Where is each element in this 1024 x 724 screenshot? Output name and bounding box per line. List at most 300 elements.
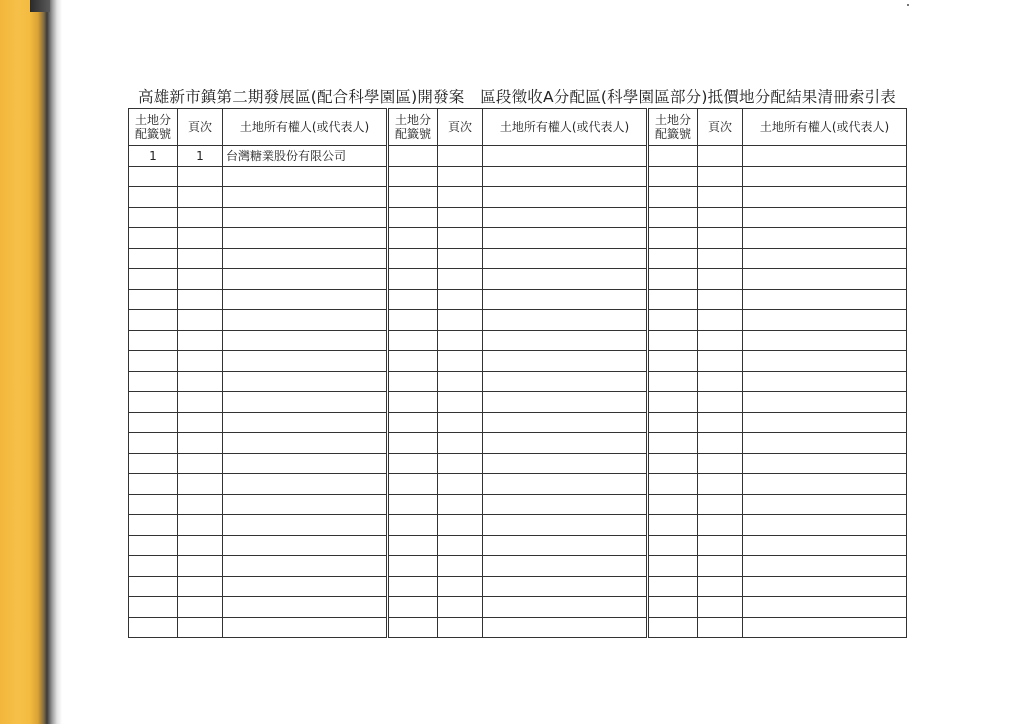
cell-page — [438, 187, 483, 208]
cell-owner — [223, 617, 387, 638]
cell-allot-no — [649, 330, 698, 351]
table-row — [649, 269, 907, 290]
cell-owner — [743, 371, 907, 392]
cell-page — [438, 494, 483, 515]
table-row — [129, 576, 387, 597]
cell-allot-no — [649, 474, 698, 495]
table-row — [389, 535, 647, 556]
cell-allot-no — [129, 166, 178, 187]
cell-owner — [223, 515, 387, 536]
index-table-block — [648, 108, 907, 638]
cell-page — [698, 412, 743, 433]
table-row — [389, 576, 647, 597]
cell-page — [698, 310, 743, 331]
cell-allot-no — [389, 617, 438, 638]
cell-owner — [483, 474, 647, 495]
table-header-row — [649, 109, 907, 146]
table-row — [389, 515, 647, 536]
table-row — [129, 392, 387, 413]
cell-owner — [743, 433, 907, 454]
cell-page — [438, 556, 483, 577]
cell-owner — [483, 412, 647, 433]
cell-owner — [223, 269, 387, 290]
table-row — [649, 351, 907, 372]
cell-page — [178, 392, 223, 413]
cell-page — [698, 248, 743, 269]
cell-allot-no — [389, 351, 438, 372]
cell-page — [438, 248, 483, 269]
cell-page — [438, 453, 483, 474]
cell-allot-no — [649, 494, 698, 515]
cell-page — [178, 207, 223, 228]
cell-allot-no — [129, 269, 178, 290]
cell-page — [178, 576, 223, 597]
cell-allot-no — [129, 310, 178, 331]
cell-allot-no — [649, 453, 698, 474]
header-page: 頁次 — [178, 109, 223, 146]
table-row — [129, 228, 387, 249]
cell-page — [178, 310, 223, 331]
cell-page — [178, 330, 223, 351]
cell-owner — [483, 556, 647, 577]
cell-allot-no — [649, 310, 698, 331]
table-row — [649, 597, 907, 618]
cell-page — [698, 371, 743, 392]
cell-owner — [223, 310, 387, 331]
cell-allot-no — [649, 207, 698, 228]
table-row — [389, 289, 647, 310]
cell-allot-no — [129, 597, 178, 618]
table-row — [649, 310, 907, 331]
binder-edge — [0, 0, 62, 724]
cell-owner — [743, 597, 907, 618]
table-row — [129, 269, 387, 290]
cell-page — [698, 289, 743, 310]
table-row — [649, 371, 907, 392]
table-header-row — [129, 109, 387, 146]
cell-allot-no — [389, 433, 438, 454]
cell-owner — [483, 535, 647, 556]
cell-allot-no — [649, 515, 698, 536]
table-row — [129, 412, 387, 433]
cell-allot-no — [129, 474, 178, 495]
cell-owner — [743, 617, 907, 638]
cell-owner — [483, 617, 647, 638]
header-owner: 土地所有權人(或代表人) — [223, 109, 387, 146]
cell-allot-no — [649, 187, 698, 208]
cell-page — [698, 453, 743, 474]
cell-page — [438, 310, 483, 331]
cell-allot-no — [389, 146, 438, 167]
cell-owner — [743, 474, 907, 495]
cell-owner — [483, 310, 647, 331]
header-owner: 土地所有權人(或代表人) — [483, 109, 647, 146]
cell-owner — [223, 535, 387, 556]
table-row — [129, 617, 387, 638]
cell-allot-no — [649, 289, 698, 310]
cell-allot-no — [649, 556, 698, 577]
cell-allot-no — [649, 433, 698, 454]
table-row — [649, 166, 907, 187]
cell-page — [438, 535, 483, 556]
table-row — [649, 515, 907, 536]
cell-allot-no — [389, 535, 438, 556]
header-allot-no: 土地分 配籤號 — [129, 109, 178, 146]
cell-allot-no — [129, 228, 178, 249]
cell-owner — [743, 310, 907, 331]
table-row — [129, 494, 387, 515]
cell-allot-no — [129, 433, 178, 454]
cell-owner — [223, 433, 387, 454]
cell-page — [698, 207, 743, 228]
table-header-row — [389, 109, 647, 146]
cell-allot-no — [649, 535, 698, 556]
table-row — [649, 535, 907, 556]
table-row — [649, 433, 907, 454]
cell-owner — [223, 597, 387, 618]
cell-page — [178, 351, 223, 372]
cell-allot-no — [649, 166, 698, 187]
cell-owner — [223, 494, 387, 515]
cell-owner — [743, 166, 907, 187]
cell-allot-no: 1 — [129, 146, 178, 167]
cell-allot-no — [649, 371, 698, 392]
table-row — [129, 433, 387, 454]
cell-page — [698, 576, 743, 597]
cell-page — [698, 146, 743, 167]
cell-page — [178, 597, 223, 618]
cell-owner — [743, 289, 907, 310]
table-row — [389, 617, 647, 638]
table-row — [129, 556, 387, 577]
cell-allot-no — [129, 289, 178, 310]
table-row — [129, 248, 387, 269]
cell-page — [438, 228, 483, 249]
cell-page — [178, 494, 223, 515]
cell-allot-no — [129, 207, 178, 228]
cell-page — [698, 269, 743, 290]
document-title: 高雄新市鎮第二期發展區(配合科學園區)開發案 區段徵收A分配區(科學園區部分)抵價地分配結果清冊索引表 — [138, 88, 896, 106]
cell-allot-no — [129, 576, 178, 597]
cell-page — [438, 289, 483, 310]
cell-owner — [483, 453, 647, 474]
table-row — [129, 351, 387, 372]
cell-page — [438, 474, 483, 495]
table-row — [129, 187, 387, 208]
table-row — [389, 207, 647, 228]
cell-page — [698, 474, 743, 495]
cell-page — [178, 453, 223, 474]
cell-page — [178, 474, 223, 495]
table-row — [649, 556, 907, 577]
cell-owner — [483, 515, 647, 536]
cell-allot-no — [649, 576, 698, 597]
cell-owner — [743, 207, 907, 228]
table-row — [129, 474, 387, 495]
cell-page — [438, 166, 483, 187]
cell-owner — [483, 392, 647, 413]
cell-owner — [743, 228, 907, 249]
table-row — [649, 207, 907, 228]
table-row — [389, 310, 647, 331]
cell-allot-no — [389, 556, 438, 577]
table-row — [649, 187, 907, 208]
cell-allot-no — [649, 269, 698, 290]
cell-allot-no — [389, 310, 438, 331]
cell-owner — [223, 474, 387, 495]
table-row — [649, 146, 907, 167]
cell-allot-no — [389, 576, 438, 597]
table-row — [649, 392, 907, 413]
cell-page — [698, 597, 743, 618]
cell-page — [438, 330, 483, 351]
cell-allot-no — [129, 515, 178, 536]
cell-page — [698, 617, 743, 638]
cell-allot-no — [129, 617, 178, 638]
table-row — [649, 576, 907, 597]
cell-page — [178, 433, 223, 454]
cell-owner — [483, 597, 647, 618]
cell-owner — [743, 392, 907, 413]
cell-owner — [483, 269, 647, 290]
cell-owner — [223, 166, 387, 187]
cell-owner — [483, 433, 647, 454]
cell-page — [438, 433, 483, 454]
table-row — [129, 535, 387, 556]
cell-page — [438, 617, 483, 638]
table-row — [129, 289, 387, 310]
cell-allot-no — [389, 166, 438, 187]
cell-allot-no — [129, 494, 178, 515]
cell-page — [698, 228, 743, 249]
cell-page — [438, 351, 483, 372]
header-page: 頁次 — [698, 109, 743, 146]
table-row — [389, 453, 647, 474]
cell-owner — [483, 351, 647, 372]
table-row — [649, 494, 907, 515]
cell-allot-no — [129, 248, 178, 269]
cell-page — [438, 576, 483, 597]
cell-page — [438, 207, 483, 228]
cell-owner — [223, 207, 387, 228]
cell-page — [438, 371, 483, 392]
table-row — [649, 248, 907, 269]
cell-owner — [483, 330, 647, 351]
cell-owner — [223, 392, 387, 413]
index-tables — [128, 108, 907, 638]
cell-owner — [483, 371, 647, 392]
table-row — [649, 330, 907, 351]
table-row — [649, 412, 907, 433]
cell-page — [698, 515, 743, 536]
cell-owner — [743, 330, 907, 351]
cell-allot-no — [389, 474, 438, 495]
cell-page — [438, 392, 483, 413]
cell-page — [178, 617, 223, 638]
cell-allot-no — [649, 597, 698, 618]
cell-page — [698, 392, 743, 413]
cell-owner — [483, 494, 647, 515]
cell-page — [438, 515, 483, 536]
table-row — [389, 351, 647, 372]
table-row — [389, 392, 647, 413]
cell-owner — [743, 269, 907, 290]
cell-owner — [743, 412, 907, 433]
cell-allot-no — [389, 248, 438, 269]
cell-allot-no — [649, 351, 698, 372]
cell-owner — [743, 453, 907, 474]
cell-owner — [743, 146, 907, 167]
cell-page: 1 — [178, 146, 223, 167]
table-row — [389, 166, 647, 187]
cell-owner — [223, 228, 387, 249]
cell-page — [698, 535, 743, 556]
cell-page — [178, 187, 223, 208]
cell-allot-no — [389, 515, 438, 536]
cell-allot-no — [649, 146, 698, 167]
cell-page — [438, 412, 483, 433]
cell-page — [438, 269, 483, 290]
table-row — [129, 330, 387, 351]
cell-allot-no — [389, 269, 438, 290]
cell-allot-no — [389, 371, 438, 392]
cell-page — [698, 351, 743, 372]
table-row — [129, 453, 387, 474]
cell-owner — [483, 207, 647, 228]
table-row — [389, 187, 647, 208]
cell-allot-no — [649, 617, 698, 638]
table-row — [389, 474, 647, 495]
cell-owner — [483, 289, 647, 310]
cell-owner — [223, 371, 387, 392]
cell-allot-no — [389, 392, 438, 413]
cell-page — [178, 166, 223, 187]
cell-allot-no — [389, 207, 438, 228]
cell-allot-no — [129, 556, 178, 577]
table-row — [389, 371, 647, 392]
cell-owner — [223, 412, 387, 433]
cell-owner — [483, 166, 647, 187]
cell-page — [178, 289, 223, 310]
header-page: 頁次 — [438, 109, 483, 146]
scan-speck — [907, 4, 909, 6]
table-row — [389, 556, 647, 577]
cell-page — [698, 166, 743, 187]
table-row — [389, 433, 647, 454]
cell-allot-no — [129, 187, 178, 208]
cell-page — [178, 515, 223, 536]
cell-owner — [483, 576, 647, 597]
cell-allot-no — [389, 228, 438, 249]
cell-owner — [223, 576, 387, 597]
table-row — [649, 228, 907, 249]
cell-page — [698, 433, 743, 454]
cell-page — [178, 556, 223, 577]
cell-owner — [483, 228, 647, 249]
cell-owner — [743, 515, 907, 536]
cell-page — [178, 371, 223, 392]
cell-allot-no — [389, 412, 438, 433]
cell-allot-no — [389, 330, 438, 351]
cell-page — [438, 146, 483, 167]
cell-owner — [483, 146, 647, 167]
cell-page — [178, 248, 223, 269]
table-row — [129, 146, 387, 167]
cell-page — [178, 269, 223, 290]
cell-owner — [483, 248, 647, 269]
cell-owner — [743, 187, 907, 208]
cell-page — [178, 535, 223, 556]
table-row — [129, 310, 387, 331]
cell-page — [698, 330, 743, 351]
cell-owner — [743, 494, 907, 515]
table-row — [649, 617, 907, 638]
table-row — [649, 289, 907, 310]
cell-allot-no — [129, 453, 178, 474]
header-owner: 土地所有權人(或代表人) — [743, 109, 907, 146]
cell-allot-no — [389, 453, 438, 474]
cell-allot-no — [649, 248, 698, 269]
table-row — [389, 330, 647, 351]
cell-page — [698, 187, 743, 208]
cell-owner — [223, 556, 387, 577]
cell-allot-no — [649, 228, 698, 249]
cell-owner — [223, 248, 387, 269]
table-row — [649, 474, 907, 495]
cell-owner — [743, 535, 907, 556]
cell-owner — [223, 187, 387, 208]
cell-owner — [743, 351, 907, 372]
cell-owner — [483, 187, 647, 208]
cell-allot-no — [129, 412, 178, 433]
table-row — [389, 146, 647, 167]
cell-page — [438, 597, 483, 618]
cell-owner — [743, 576, 907, 597]
header-allot-no: 土地分 配籤號 — [389, 109, 438, 146]
index-table-block — [388, 108, 647, 638]
cell-owner — [223, 351, 387, 372]
cell-owner — [743, 248, 907, 269]
table-row — [129, 207, 387, 228]
binder-clip — [30, 0, 50, 12]
table-row — [389, 248, 647, 269]
cell-allot-no — [649, 392, 698, 413]
cell-owner — [743, 556, 907, 577]
cell-allot-no — [389, 289, 438, 310]
cell-owner — [223, 453, 387, 474]
header-allot-no: 土地分 配籤號 — [649, 109, 698, 146]
cell-page — [698, 556, 743, 577]
table-row — [389, 269, 647, 290]
table-row — [389, 228, 647, 249]
cell-allot-no — [389, 494, 438, 515]
table-row — [389, 597, 647, 618]
cell-allot-no — [129, 392, 178, 413]
table-row — [649, 453, 907, 474]
cell-allot-no — [389, 187, 438, 208]
cell-allot-no — [649, 412, 698, 433]
cell-page — [698, 494, 743, 515]
table-row — [389, 412, 647, 433]
cell-allot-no — [129, 371, 178, 392]
cell-page — [178, 412, 223, 433]
cell-owner — [223, 330, 387, 351]
cell-owner — [223, 289, 387, 310]
cell-page — [178, 228, 223, 249]
index-table-block — [128, 108, 387, 638]
cell-allot-no — [129, 351, 178, 372]
cell-allot-no — [389, 597, 438, 618]
